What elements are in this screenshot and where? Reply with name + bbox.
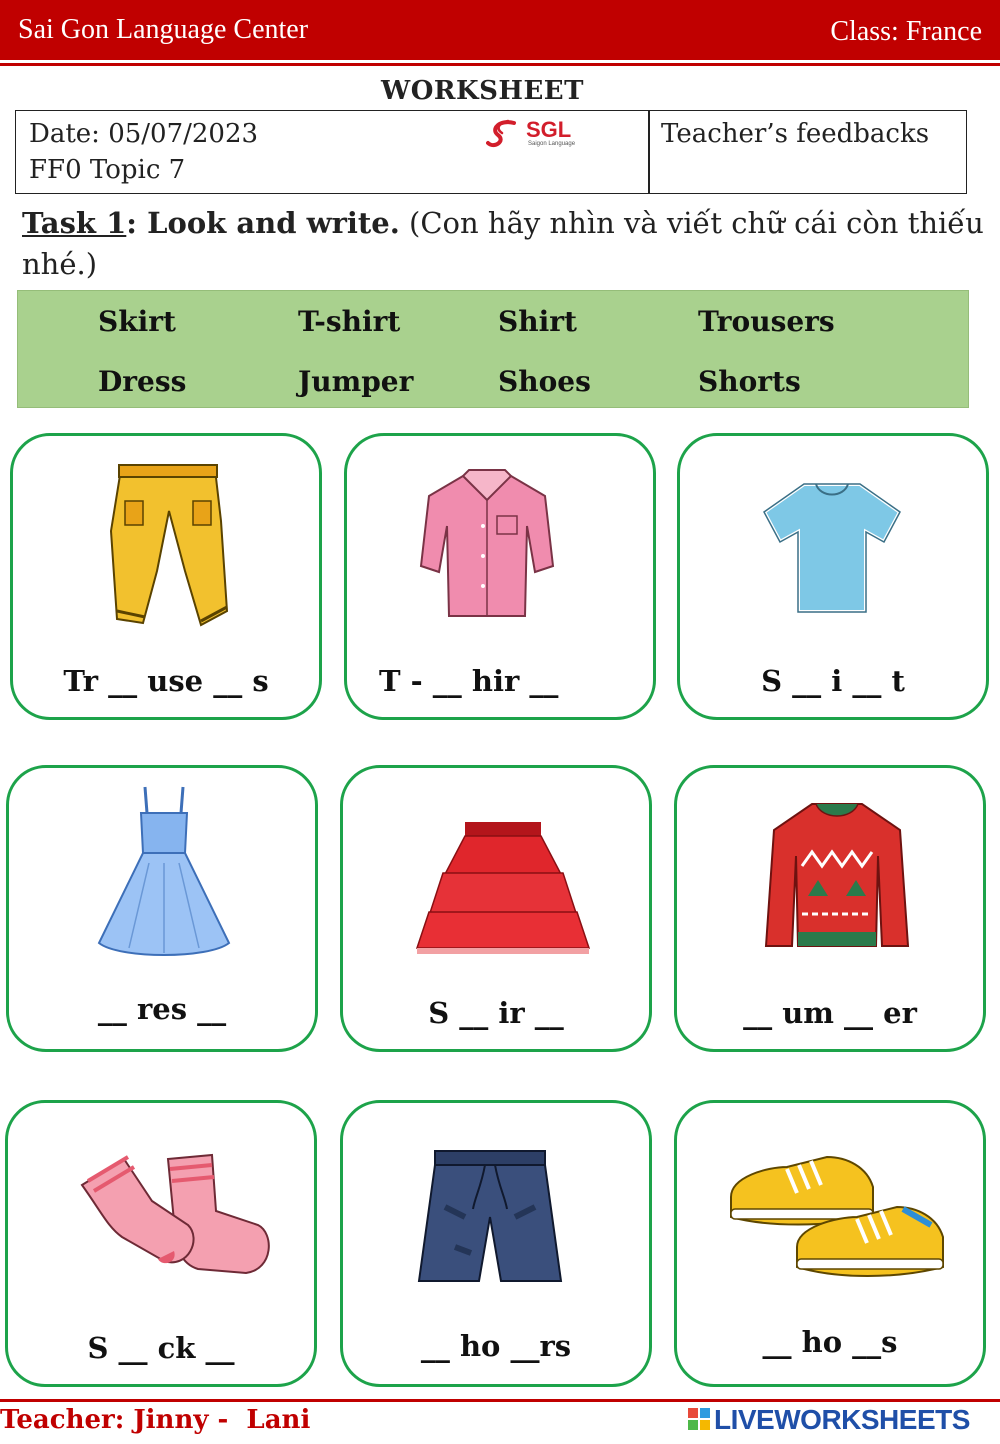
logo-text: SGL	[526, 117, 572, 142]
word-bank-item: Jumper	[298, 365, 414, 398]
card-answer-label[interactable]: S __ ir __	[428, 996, 564, 1030]
card-answer-label[interactable]: S __ i __ t	[761, 664, 905, 698]
shoes-icon	[727, 1147, 947, 1307]
shirt-icon	[417, 466, 557, 626]
picture-card	[344, 433, 656, 720]
picture-card	[677, 433, 989, 720]
task-number: Task 1	[22, 206, 127, 240]
picture-card	[674, 1100, 986, 1387]
sgl-swirl-icon	[486, 117, 522, 151]
sgl-logo	[486, 117, 586, 157]
word-bank-item: Shorts	[698, 365, 801, 398]
info-box	[15, 110, 967, 194]
liveworksheets-text: LIVEWORKSHEETS	[714, 1404, 970, 1435]
word-bank-item: Shoes	[498, 365, 591, 398]
card-answer-label[interactable]: Tr __ use __ s	[63, 664, 269, 698]
picture-card	[674, 765, 986, 1052]
card-answer-label[interactable]: __ ho __s	[762, 1325, 898, 1359]
date-text: Date: 05/07/2023	[29, 119, 259, 149]
word-bank	[17, 290, 969, 408]
card-answer-label[interactable]: __ um __ er	[743, 996, 917, 1030]
header-divider	[0, 63, 1000, 66]
t-shirt-icon	[760, 476, 905, 616]
class-label: Class: France	[830, 16, 982, 47]
picture-card	[10, 433, 322, 720]
card-answer-label[interactable]: T - __ hir __	[379, 664, 559, 698]
socks-icon	[78, 1151, 278, 1281]
trousers-icon	[103, 461, 233, 631]
word-bank-item: T-shirt	[298, 305, 401, 338]
task-translation: (Con hãy nhìn và viết chữ cái còn thiếu nhé.)	[22, 206, 984, 281]
picture-card	[6, 765, 318, 1052]
header-bar	[0, 0, 1000, 60]
picture-card	[5, 1100, 317, 1387]
picture-card	[340, 765, 652, 1052]
info-divider	[648, 111, 650, 193]
liveworksheets-brand[interactable]	[688, 1404, 988, 1436]
footer-divider	[0, 1399, 1000, 1402]
task-instruction	[22, 203, 992, 285]
card-answer-label[interactable]: __ res __	[97, 992, 227, 1026]
word-bank-item: Trousers	[698, 305, 835, 338]
card-answer-label[interactable]: S __ ck __	[87, 1331, 235, 1365]
center-name: Sai Gon Language Center	[18, 14, 309, 45]
word-bank-item: Dress	[98, 365, 187, 398]
skirt-icon	[413, 818, 593, 958]
word-bank-item: Skirt	[98, 305, 176, 338]
liveworksheets-logo-icon	[688, 1408, 710, 1430]
logo-subtext: Saigon Language	[528, 141, 576, 147]
topic-text: FF0 Topic 7	[29, 155, 186, 185]
jumper-icon	[762, 796, 912, 956]
teacher-name: Teacher: Jinny - Lani	[0, 1405, 311, 1435]
picture-card	[340, 1100, 652, 1387]
feedback-label: Teacher’s feedbacks	[661, 119, 930, 149]
dress-icon	[89, 783, 239, 963]
worksheet-title: WORKSHEET	[381, 76, 584, 106]
card-answer-label[interactable]: __ ho __rs	[420, 1329, 572, 1363]
task-heading: : Look and write.	[126, 206, 400, 240]
shorts-icon	[415, 1147, 565, 1289]
word-bank-item: Shirt	[498, 305, 577, 338]
